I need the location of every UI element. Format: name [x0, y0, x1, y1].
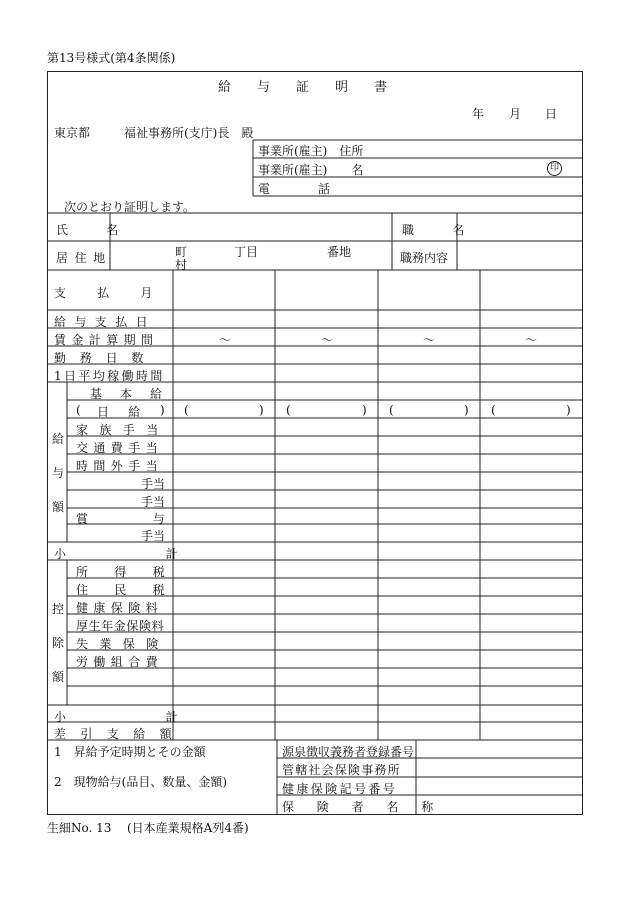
health-insurance-label: 健康保険料	[76, 601, 164, 615]
allowance-1-label: 手当	[141, 477, 166, 491]
banchi-label: 番地	[327, 245, 352, 259]
seal-label: 印	[549, 163, 559, 173]
date-day: 日	[545, 107, 558, 121]
col1-close-paren: )	[259, 403, 264, 417]
footer-spec: (日本産業規格A列4番)	[127, 821, 249, 835]
period-tilde-1: ～	[219, 333, 232, 347]
daily-open-paren: (	[76, 403, 81, 417]
pay-date-label: 給与支払日	[54, 315, 157, 329]
employer-address-label: 事業所(雇主) 住所	[258, 144, 364, 158]
bonus-label: 賞与	[76, 512, 230, 526]
date-month: 月	[509, 107, 522, 121]
deduction-group-label: 控除額	[52, 602, 65, 684]
base-pay-label: 基本給	[90, 387, 181, 401]
insurer-name-label: 保険者名称	[282, 800, 457, 814]
family-allowance-label: 家族手当	[76, 423, 170, 437]
town-label: 町	[175, 245, 188, 259]
col2-close-paren: )	[362, 403, 367, 417]
salary-group-label: 給与額	[52, 432, 65, 514]
social-insurance-office-label: 管轄社会保険事務所	[282, 763, 401, 777]
footer-code: 生細No. 13	[47, 821, 112, 835]
health-insurance-number-label: 健康保険記号番号	[282, 782, 398, 796]
employer-name-label: 事業所(雇主) 名	[258, 163, 364, 177]
allowance-3-label: 手当	[141, 529, 166, 543]
employer-phone-label: 電 話	[258, 182, 331, 196]
wage-period-label: 賃金計算期間	[54, 333, 159, 347]
col3-close-paren: )	[464, 403, 469, 417]
date-year: 年	[472, 107, 485, 121]
residence-label: 居住地	[56, 251, 112, 265]
daily-hours-label: 1日平均稼働時間	[54, 369, 165, 383]
income-tax-label: 所得税	[76, 565, 192, 579]
name-label: 氏 名	[56, 223, 132, 237]
job-title-label: 職 名	[402, 223, 478, 237]
salary-subtotal-label: 小計	[54, 547, 278, 561]
job-content-label: 職務内容	[400, 251, 449, 265]
period-tilde-4: ～	[525, 333, 538, 347]
pension-label: 厚生年金保険料	[76, 619, 165, 633]
union-fee-label: 労働組合費	[76, 655, 164, 669]
transport-allowance-label: 交通費手当	[76, 441, 164, 455]
addressee-city: 東京都	[54, 126, 91, 140]
village-label: 村	[175, 258, 188, 272]
note-2: 2 現物給与(品目、数量、金額)	[54, 775, 227, 789]
seal-icon	[547, 161, 562, 176]
period-tilde-3: ～	[423, 333, 436, 347]
col3-open-paren: (	[389, 403, 394, 417]
form-title: 給 与 証 明 書	[218, 80, 388, 95]
col4-close-paren: )	[566, 403, 571, 417]
col1-open-paren: (	[184, 403, 189, 417]
col2-open-paren: (	[286, 403, 291, 417]
overtime-allowance-label: 時間外手当	[76, 459, 164, 473]
col4-open-paren: (	[491, 403, 496, 417]
allowance-2-label: 手当	[141, 495, 166, 509]
work-days-label: 勤務日数	[54, 351, 158, 365]
period-tilde-2: ～	[321, 333, 334, 347]
net-pay-label: 差引支給額	[54, 727, 187, 741]
daily-pay-label: 日給	[97, 405, 160, 419]
unemployment-label: 失業保険	[76, 637, 170, 651]
addressee-office: 福祉事務所(支庁)長 殿	[124, 126, 254, 140]
form-number: 第13号様式(第4条関係)	[47, 51, 176, 65]
chome-label: 丁目	[234, 245, 259, 259]
resident-tax-label: 住民税	[76, 583, 192, 597]
certify-text: 次のとおり証明します。	[64, 200, 196, 214]
withholding-registry-label: 源泉徴収義務者登録番号	[282, 745, 415, 759]
note-1: 1 昇給予定時期とその金額	[54, 745, 206, 759]
payment-month-label: 支払月	[54, 286, 184, 300]
daily-close-paren: )	[160, 403, 165, 417]
deduction-subtotal-label: 小計	[54, 710, 278, 724]
